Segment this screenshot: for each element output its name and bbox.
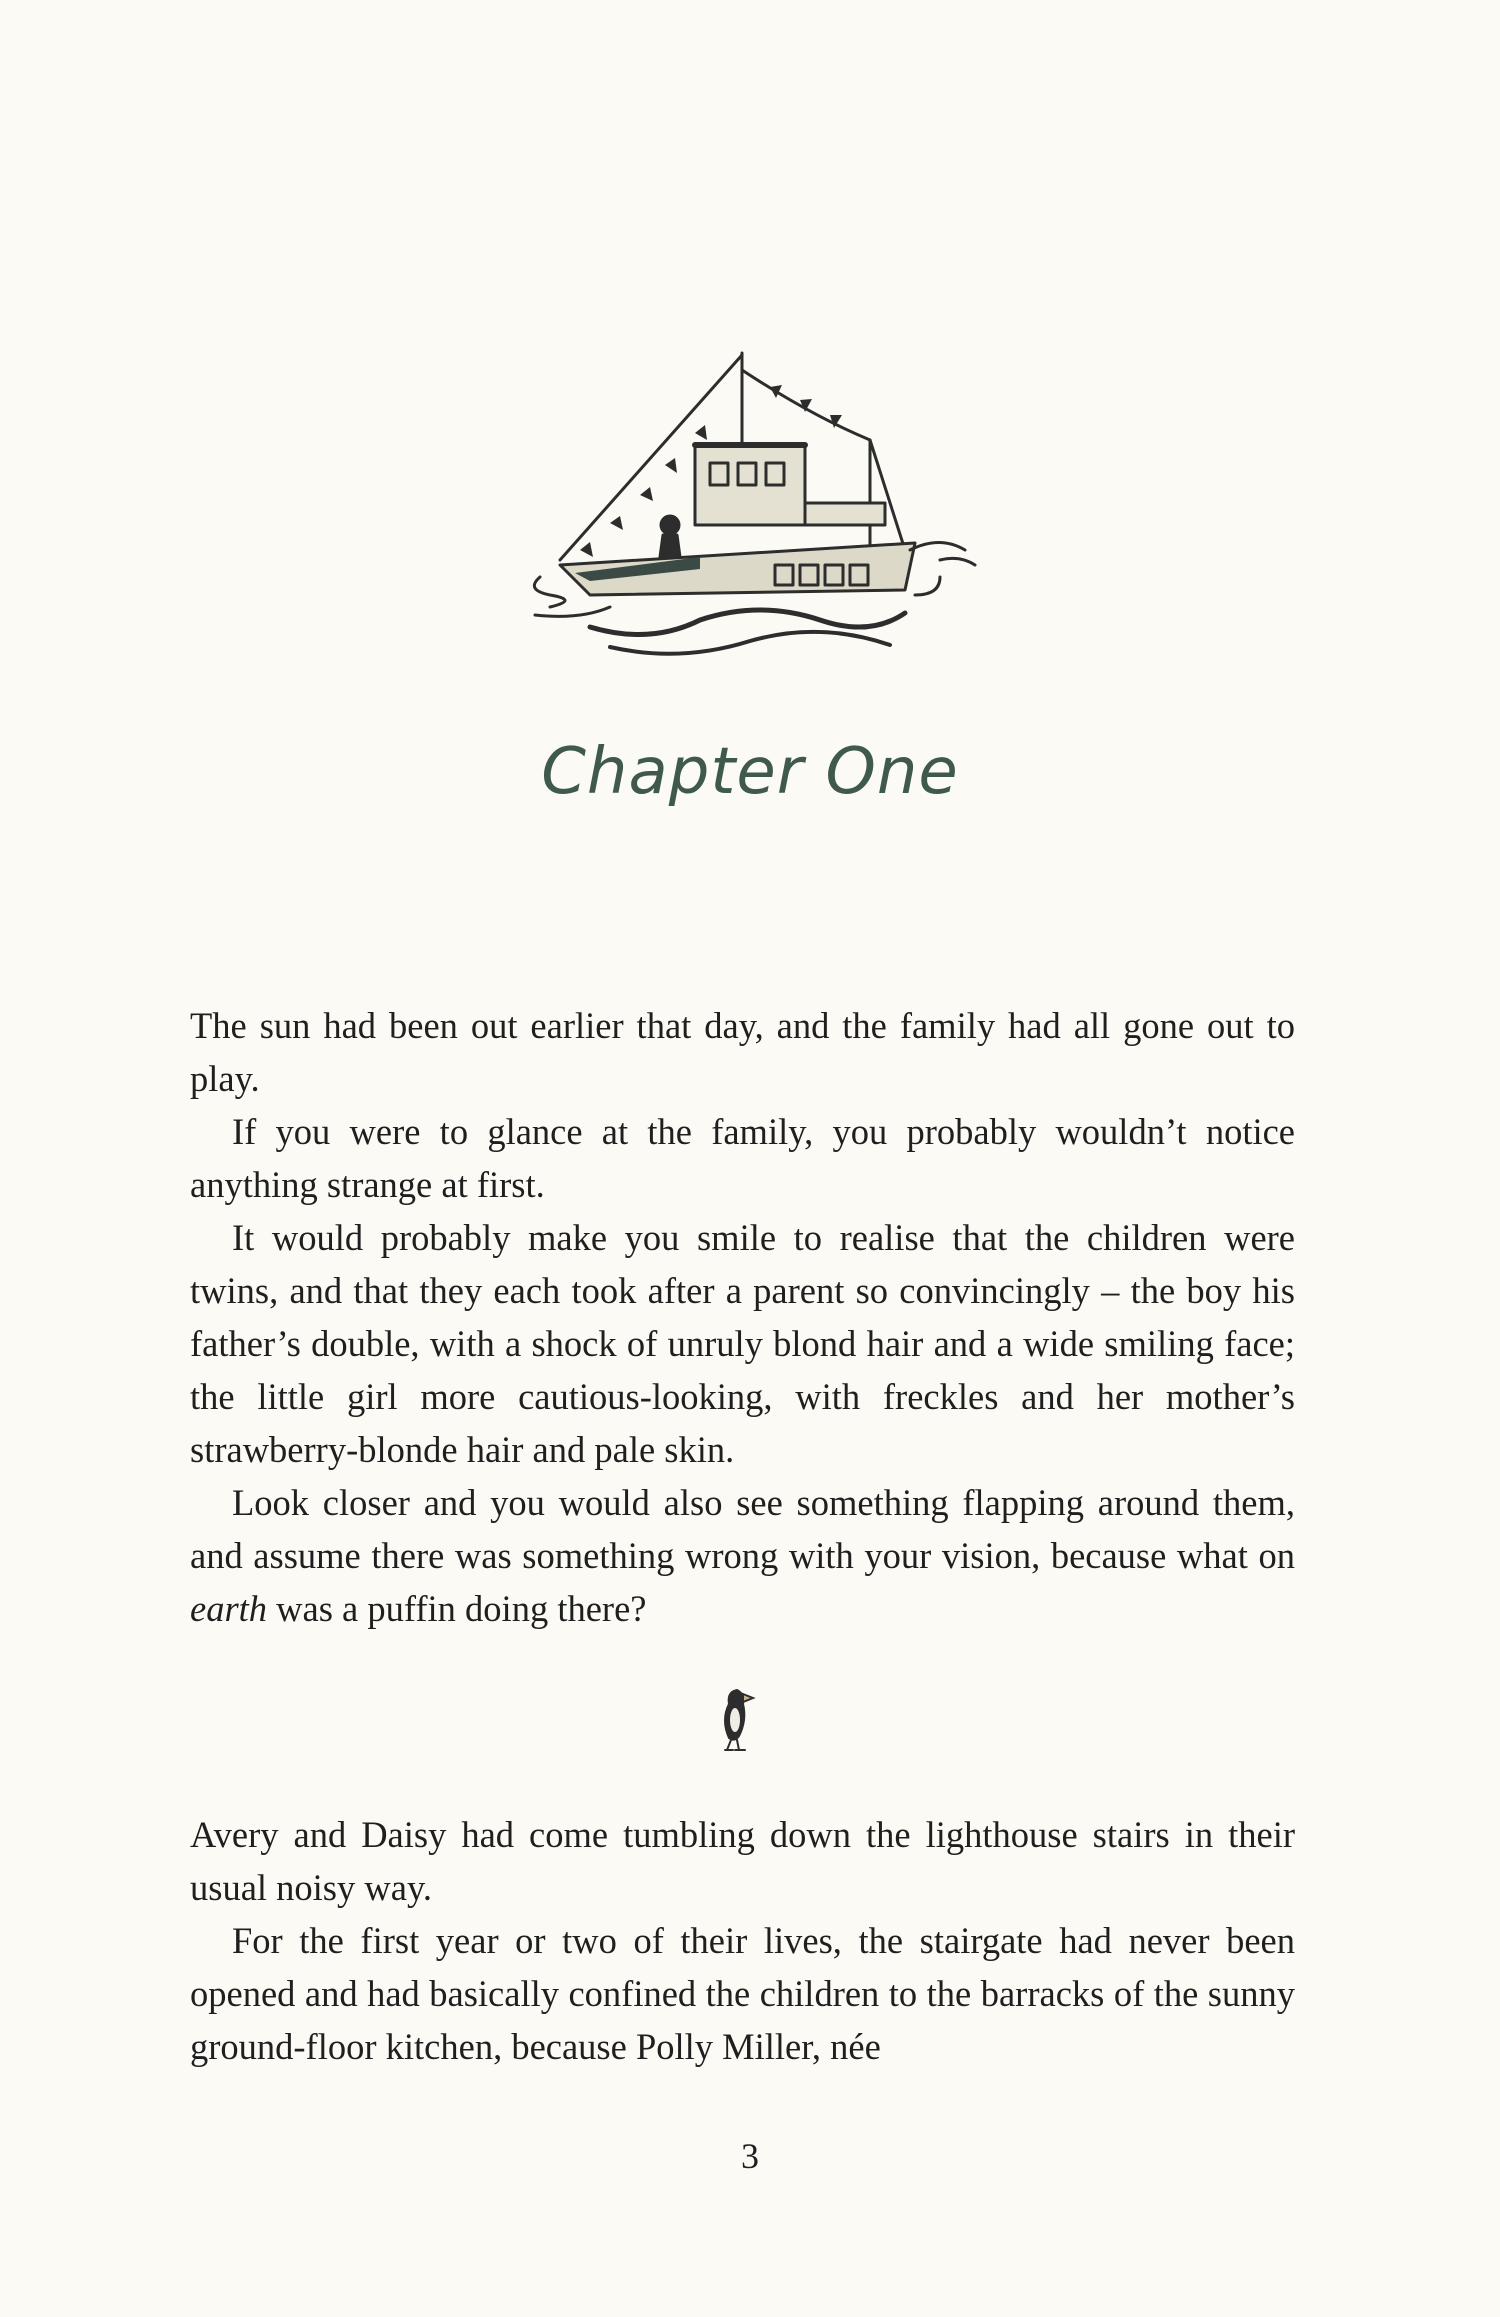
page-number: 3	[741, 2136, 759, 2176]
puffin-icon	[707, 1680, 767, 1760]
body-text-section-2	[190, 1808, 1295, 2073]
emphasis-text: earth	[190, 1588, 268, 1629]
paragraph: Avery and Daisy had come tumbling down the lighthouse stairs in their usual noisy way.	[190, 1814, 1295, 1908]
paragraph: It would probably make you smile to realise that the children were twins, and that they each took after a parent so convincingly – the boy his father’s double, with a shock of unruly blond hair and a wide smiling face; the little girl more cautious-looking, with freckles and her mother’s strawberry-blonde hair and pale skin.	[190, 1217, 1295, 1470]
paragraph-text: was a puffin doing there?	[267, 1588, 647, 1629]
fishing-boat-icon	[520, 345, 1030, 680]
body-text-section-1	[190, 999, 1295, 1635]
paragraph: If you were to glance at the family, you probably wouldn’t notice anything strange at first.	[190, 1111, 1295, 1205]
paragraph: For the first year or two of their lives, the stairgate had never been opened and had basically confined the children to the barracks of the sunny ground-floor kitchen, because Polly Miller, née	[190, 1920, 1295, 2067]
chapter-title: Chapter One	[541, 735, 959, 809]
paragraph: The sun had been out earlier that day, and the family had all gone out to play.	[190, 1005, 1295, 1099]
paragraph-text: Look closer and you would also see something flapping around them, and assume there was something wrong with your vision, because what on	[190, 1482, 1295, 1576]
paragraph	[190, 1476, 1295, 1635]
